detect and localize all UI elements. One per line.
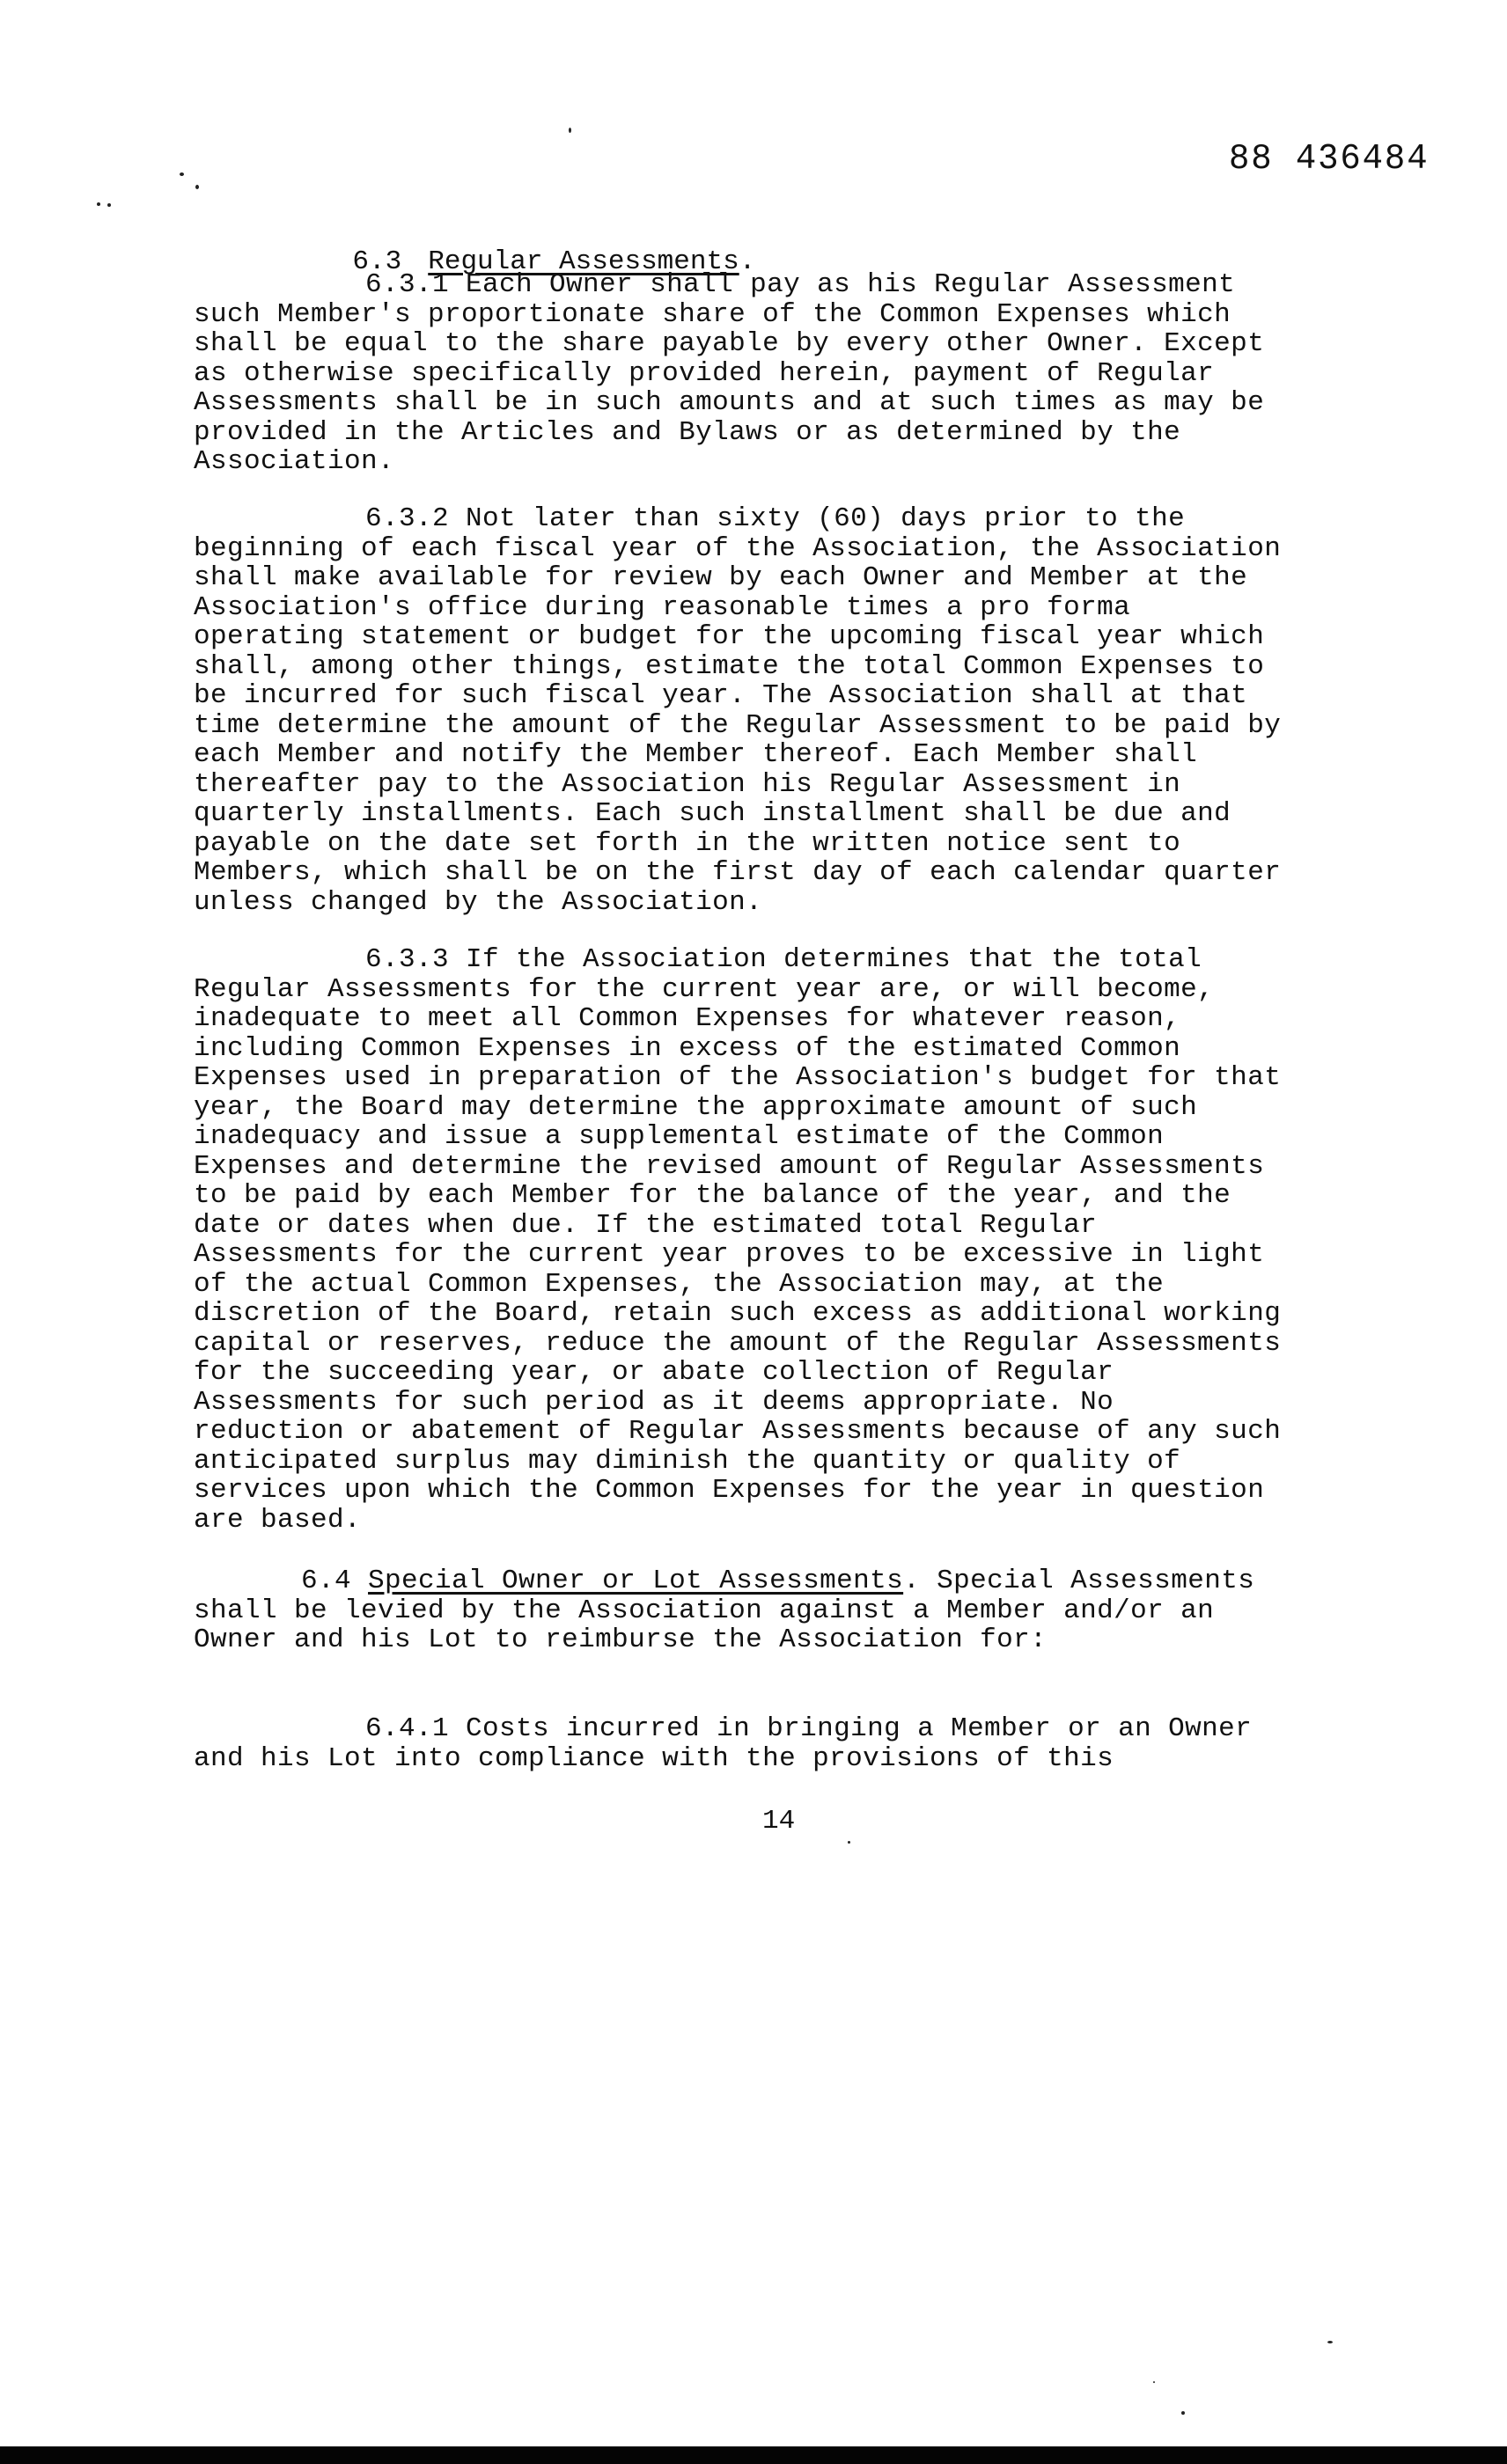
paragraph-6-4-1 (194, 1714, 1356, 1773)
section-lead: . Special Assessments (903, 1566, 1255, 1596)
paragraph-6-3-3 (194, 945, 1356, 1535)
section-text: shall be levied by the Association against a Member and/or an Owner and his Lot to reimburse the Association for: (194, 1595, 1215, 1655)
paragraph-text: Each Owner shall pay as his Regular Assessment such Member's proportionate share of the Common Expenses which shall be equal to the share payable by every other Owner. Except as otherwise specifically provided herein, payment of Regular Assessments shall be in such amounts and at such times as may be provided in the Articles and Bylaws or as determined by the Association. (194, 269, 1265, 477)
section-6-4 (194, 1566, 1356, 1655)
section-title-end: . (739, 246, 756, 277)
section-title: Regular Assessments (428, 246, 739, 277)
scan-speck (195, 185, 199, 189)
paragraph-number: 6.3.3 (365, 944, 450, 975)
scan-bottom-edge (0, 2446, 1507, 2464)
paragraph-number: 6.4.1 (365, 1713, 450, 1744)
paragraph-text: If the Association determines that the total Regular Assessments for the current year are, or will become, inadequate to meet all Common Expenses for whatever reason, including Common Expenses in excess of the estimated Common Expenses used in preparation of the Association's budget for that year, the Board may determine the approximate amount of such inadequacy and issue a supplemental estimate of the Common Expenses and determine the revised amount of Regular Assessments to be paid by each Member for the balance of the year, and the date or dates when due. If the estimated total Regular Assessments for the current year proves to be excessive in light of the actual Common Expenses, the Association may, at the discretion of the Board, retain such excess as additional working capital or reserves, reduce the amount of the Regular Assessments for the succeeding year, or abate collection of Regular Assessments for such period as it deems appropriate. No reduction or abatement of Regular Assessments because of any such anticipated surplus may diminish the quantity or quality of services upon which the Common Expenses for the year in question are based. (194, 944, 1282, 1536)
paragraph-6-3-2 (194, 504, 1356, 917)
scan-speck (848, 1841, 850, 1844)
page-number: 14 (762, 1806, 796, 1837)
scan-speck (107, 203, 111, 207)
scan-speck (1181, 2411, 1185, 2415)
paragraph-text: Costs incurred in bringing a Member or an Owner and his Lot into compliance with the provisions of this (194, 1713, 1253, 1774)
scan-speck (1153, 2381, 1155, 2383)
scan-speck (569, 128, 571, 133)
paragraph-number: 6.3.2 (365, 503, 450, 534)
scan-speck (1327, 2341, 1333, 2343)
paragraph-text: Not later than sixty (60) days prior to the beginning of each fiscal year of the Association, the Association shall make available for review by each Owner and Member at the Association's office during reasonable times a pro forma operating statement or budget for the upcoming fiscal year which shall, among other things, estimate the total Common Expenses to be incurred for such fiscal year. The Association shall at that time determine the amount of the Regular Assessment to be paid by each Member and notify the Member thereof. Each Member shall thereafter pay to the Association his Regular Assessment in quarterly installments. Each such installment shall be due and payable on the date set forth in the written notice sent to Members, which shall be on the first day of each calendar quarter unless changed by the Association. (194, 503, 1282, 918)
paragraph-number: 6.3.1 (365, 269, 450, 300)
scan-speck (180, 172, 184, 176)
section-title: Special Owner or Lot Assessments (368, 1566, 904, 1596)
paragraph-6-3-1 (194, 270, 1356, 477)
section-number: 6.3 (352, 246, 402, 277)
scan-speck (97, 202, 100, 206)
document-id-stamp: 88 436484 (1229, 139, 1430, 180)
section-number: 6.4 (301, 1566, 352, 1596)
